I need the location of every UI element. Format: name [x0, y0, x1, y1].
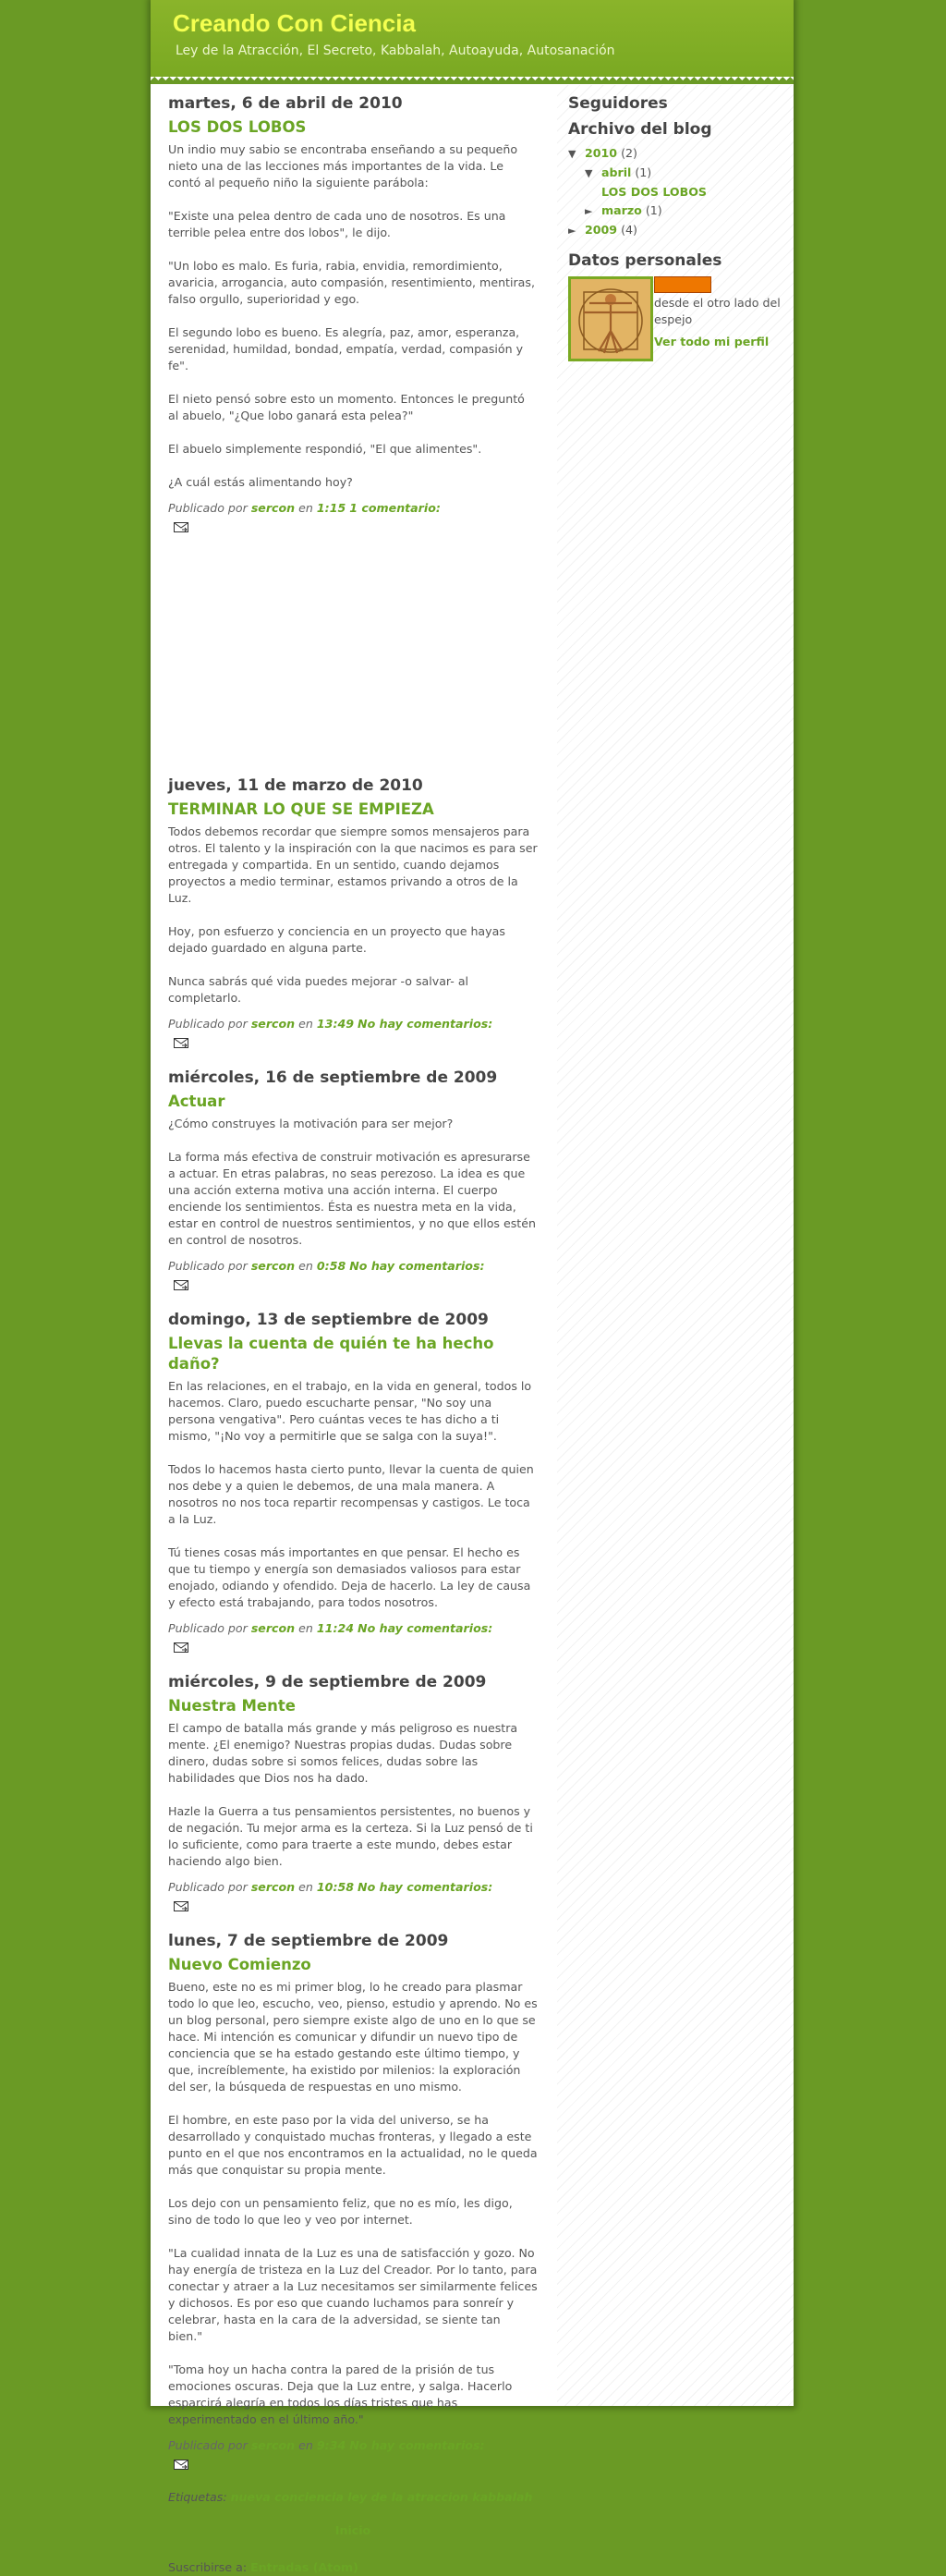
post-date: martes, 6 de abril de 2010 [168, 94, 403, 113]
post-paragraph: Los dejo con un pensamiento feliz, que no es mío, les digo, sino de todo lo que leo y veo por internet. [168, 2196, 513, 2227]
post-paragraph: "Toma hoy un hacha contra la pared de la prisión de tus emociones oscuras. Deja que la Luz entre, y salga. Hacerlo esparcirá alegría en todos los días tristes que has experimentado en el último año." [168, 2362, 513, 2426]
post-paragraph: "La cualidad innata de la Luz es una de satisfacción y gozo. No hay energía de tristeza en la Luz del Creador. Por lo tanto, para conectar y atraer a la Luz necesitamos ser similarmente felices y dichosos. Es por eso que cuando luchamos para sonreír y celebrar, hasta en la cara de la adversidad, se siente tan bien." [168, 2246, 538, 2343]
post-title[interactable]: LOS DOS LOBOS [168, 118, 307, 136]
post-paragraph: El segundo lobo es bueno. Es alegría, paz, amor, esperanza, serenidad, humildad, bondad, empatía, verdad, compasión y fe". [168, 325, 524, 372]
post-body [168, 824, 538, 1007]
header-zigzag-border [151, 77, 794, 84]
post-paragraph: El campo de batalla más grande y más peligroso es nuestra mente. ¿El enemigo? Nuestras propias dudas. Dudas sobre dinero, dudas sobre si somos felices, dudas sobre las habilidades que Dios nos ha dado. [168, 1721, 518, 1785]
profile-avatar[interactable] [568, 276, 653, 361]
comments-link[interactable]: No hay comentarios: [358, 1880, 493, 1894]
archive-count: (2) [621, 146, 637, 160]
post [168, 1310, 538, 1657]
comments-link[interactable]: No hay comentarios: [349, 2438, 485, 2452]
posted-at-label: en [298, 2438, 313, 2452]
post-time-link[interactable]: 0:58 [316, 1259, 346, 1273]
full-profile-link[interactable]: Ver todo mi perfil [654, 335, 770, 348]
post-paragraph: "Un lobo es malo. Es furia, rabia, envidia, remordimiento, avaricia, arrogancia, auto compasión, resentimiento, mentiras, falso orgullo, superioridad y ego. [168, 259, 535, 306]
post-footer [168, 1879, 538, 1896]
blogger-badge-icon[interactable] [654, 276, 711, 293]
author-link[interactable]: sercon [250, 1259, 296, 1273]
home-link[interactable]: Inicio [334, 2523, 371, 2537]
post-paragraph: Todos lo hacemos hasta cierto punto, llevar la cuenta de quien nos debe y a quien le debemos, de una mala manera. A nosotros no nos toca repartir recompensas y castigos. Le toca a la Luz. [168, 1462, 534, 1526]
atom-feed-link[interactable]: Entradas (Atom) [250, 2560, 358, 2574]
post-footer [168, 2437, 538, 2454]
post-time-link[interactable]: 11:24 [316, 1621, 355, 1635]
blog-title[interactable]: Creando Con Ciencia [173, 9, 416, 37]
post [168, 775, 538, 1053]
author-link[interactable]: sercon [250, 2438, 296, 2452]
blog-header [151, 0, 794, 79]
post-time-link[interactable]: 10:58 [316, 1880, 355, 1894]
post-date: miércoles, 9 de septiembre de 2009 [168, 1673, 487, 1691]
post-body [168, 141, 538, 491]
blog-description: Ley de la Atracción, El Secreto, Kabbalah, Autoayuda, Autosanación [176, 43, 615, 58]
email-post-icon[interactable] [174, 1642, 188, 1653]
archive-count: (4) [621, 223, 637, 237]
post-footer [168, 1016, 538, 1032]
author-link[interactable]: sercon [250, 1621, 296, 1635]
post-body [168, 1979, 538, 2428]
post-body [168, 1378, 538, 1611]
post-time-link[interactable]: 13:49 [316, 1017, 355, 1031]
post-date: jueves, 11 de marzo de 2010 [168, 776, 423, 795]
labels-prefix: Etiquetas: [168, 2490, 227, 2504]
post-body [168, 1720, 538, 1870]
archive-year-2009 [568, 222, 790, 239]
post-paragraph: Todos debemos recordar que siempre somos mensajeros para otros. El talento y la inspiración con la que nacimos es para ser entregada y compartida. En un sentido, cuando dejamos proyectos a medio terminar, estamos privando a otros de la Luz. [168, 824, 538, 905]
toggle-collapsed-icon[interactable]: ► [585, 205, 593, 217]
main-column [168, 93, 538, 2576]
post [168, 1672, 538, 1916]
profile-heading: Datos personales [568, 251, 722, 270]
post-title[interactable]: Nuevo Comienzo [168, 1956, 311, 1973]
toggle-expanded-icon[interactable]: ▼ [568, 148, 576, 160]
post [168, 93, 538, 537]
post-paragraph: Un indio muy sabio se encontraba enseñando a su pequeño nieto una de las lecciones más importantes de la vida. Le contó al pequeño niño la siguiente parábola: [168, 142, 518, 189]
archive-month-marzo [568, 202, 790, 220]
followers-heading: Seguidores [568, 94, 668, 113]
post-paragraph: El hombre, en este paso por la vida del universo, se ha desarrollado y conquistado muchas fronteras, y llegado a este punto en el que nos encontramos en la actualidad, no le queda más que conquistar su propia mente. [168, 2113, 538, 2177]
post-time-link[interactable]: 1:15 [316, 501, 346, 515]
post-paragraph: Tú tienes cosas más importantes en que pensar. El hecho es que tu tiempo y energía son demasiados valiosos para estar enojado, odiando y ofendido. Deja de hacerlo. La ley de causa y efecto está trabajando, para todos nosotros. [168, 1545, 531, 1609]
email-post-icon[interactable] [174, 1901, 188, 1911]
archive-count: (1) [635, 165, 652, 179]
post-body [168, 1116, 538, 1249]
comments-link[interactable]: 1 comentario: [349, 501, 441, 515]
archive-list [568, 145, 790, 239]
posted-at-label: en [298, 1259, 313, 1273]
post-footer [168, 1258, 538, 1275]
sidebar-background [557, 85, 794, 2406]
profile-text: desde el otro lado del espejo [654, 296, 781, 326]
post-date: miércoles, 16 de septiembre de 2009 [168, 1068, 498, 1087]
archive-year-link[interactable]: 2010 [585, 146, 618, 160]
posted-by-label: Publicado por [168, 1880, 248, 1894]
archive-year-link[interactable]: 2009 [585, 223, 618, 237]
posted-at-label: en [298, 1017, 313, 1031]
post-title[interactable]: Llevas la cuenta de quién te ha hecho daño? [168, 1335, 494, 1373]
post [168, 1931, 538, 2506]
comments-link[interactable]: No hay comentarios: [358, 1017, 493, 1031]
post-title[interactable]: Actuar [168, 1093, 225, 1110]
post [168, 1068, 538, 1295]
post-paragraph: En las relaciones, en el trabajo, en la vida en general, todos lo hacemos. Claro, puedo escucharte pensar, "No soy una persona vengativa". Pero cuántas veces te has dicho a ti mismo, "¡No voy a permitirle que se salga con la suya!". [168, 1379, 532, 1443]
post-date: lunes, 7 de septiembre de 2009 [168, 1932, 449, 1950]
posted-at-label: en [298, 1621, 313, 1635]
comments-link[interactable]: No hay comentarios: [349, 1259, 485, 1273]
archive-heading: Archivo del blog [568, 120, 712, 139]
posted-by-label: Publicado por [168, 1621, 248, 1635]
posted-by-label: Publicado por [168, 2438, 248, 2452]
author-link[interactable]: sercon [250, 1017, 296, 1031]
toggle-collapsed-icon[interactable]: ► [568, 225, 576, 237]
post-title[interactable]: TERMINAR LO QUE SE EMPIEZA [168, 800, 434, 818]
post-paragraph: Nunca sabrás qué vida puedes mejorar -o salvar- al completarlo. [168, 974, 469, 1005]
post-paragraph: El abuelo simplemente respondió, "El que alimentes". [168, 442, 482, 456]
post-paragraph: Bueno, este no es mi primer blog, lo he creado para plasmar todo lo que leo, escucho, veo, pienso, estudio y aprendo. No es un blog personal, pero siempre existe algo de uno en lo que se hace. Mi intención es comunicar y difundir un nuevo tipo de conciencia que se ha estado gestando este último tiempo, y que, increíblemente, ha existido por milenios: la exploración del ser, la búsqueda de respuestas en uno mismo. [168, 1980, 538, 2094]
post-labels [168, 2489, 538, 2506]
posted-by-label: Publicado por [168, 1259, 248, 1273]
posted-by-label: Publicado por [168, 501, 248, 515]
post-time-link[interactable]: 9:34 [316, 2438, 346, 2452]
post-paragraph: Hazle la Guerra a tus pensamientos persistentes, no buenos y de negación. Tu mejor arma es la certeza. Si la Luz pensó de ti lo suficiente, como para traerte a este mundo, debes estar haciendo algo bien. [168, 1804, 533, 1868]
archive-post-link[interactable]: LOS DOS LOBOS [601, 185, 708, 199]
comments-link[interactable]: No hay comentarios: [358, 1621, 493, 1635]
profile-widget [568, 276, 790, 369]
toggle-expanded-icon[interactable]: ▼ [585, 167, 593, 179]
email-post-icon[interactable] [174, 2460, 188, 2470]
author-link[interactable]: sercon [250, 1880, 296, 1894]
archive-post-item [568, 184, 790, 201]
post-title[interactable]: Nuestra Mente [168, 1697, 296, 1715]
post-footer [168, 500, 538, 517]
blog-container [151, 0, 794, 2574]
email-post-icon[interactable] [174, 1280, 188, 1290]
archive-year-2010 [568, 145, 790, 163]
archive-month-abril [568, 165, 790, 182]
post-paragraph: ¿A cuál estás alimentando hoy? [168, 475, 353, 489]
posted-at-label: en [298, 1880, 313, 1894]
archive-month-link[interactable]: abril [601, 165, 632, 179]
post-paragraph: "Existe una pelea dentro de cada uno de nosotros. Es una terrible pelea entre dos lobos", le dijo. [168, 209, 506, 239]
email-post-icon[interactable] [174, 522, 188, 532]
archive-month-link[interactable]: marzo [601, 203, 642, 217]
posted-at-label: en [298, 501, 313, 515]
author-link[interactable]: sercon [250, 501, 296, 515]
post-footer [168, 1620, 538, 1637]
feed-prefix: Suscribirse a: [168, 2560, 248, 2574]
label-link[interactable]: nueva conciencia ley de la atraccion kabbalah [230, 2490, 533, 2504]
post-date: domingo, 13 de septiembre de 2009 [168, 1311, 489, 1329]
feed-links [168, 2559, 538, 2576]
sidebar [568, 93, 790, 369]
post-paragraph: La forma más efectiva de construir motivación es apresurarse a actuar. En etras palabras, no seas perezoso. La idea es que una acción externa motiva una acción interna. El cuerpo enciende los sentimientos. Ésta es nuestra meta en la vida, estar en control de nuestros sentimientos, y no que ellos estén en control de nosotros. [168, 1150, 536, 1247]
post-paragraph: Hoy, pon esfuerzo y conciencia en un proyecto que hayas dejado guardado en alguna parte. [168, 924, 505, 955]
archive-count: (1) [645, 203, 662, 217]
posted-by-label: Publicado por [168, 1017, 248, 1031]
post-paragraph: El nieto pensó sobre esto un momento. Entonces le preguntó al abuelo, "¿Que lobo ganará esta pelea?" [168, 392, 525, 422]
email-post-icon[interactable] [174, 1038, 188, 1048]
post-paragraph: ¿Cómo construyes la motivación para ser mejor? [168, 1117, 454, 1130]
